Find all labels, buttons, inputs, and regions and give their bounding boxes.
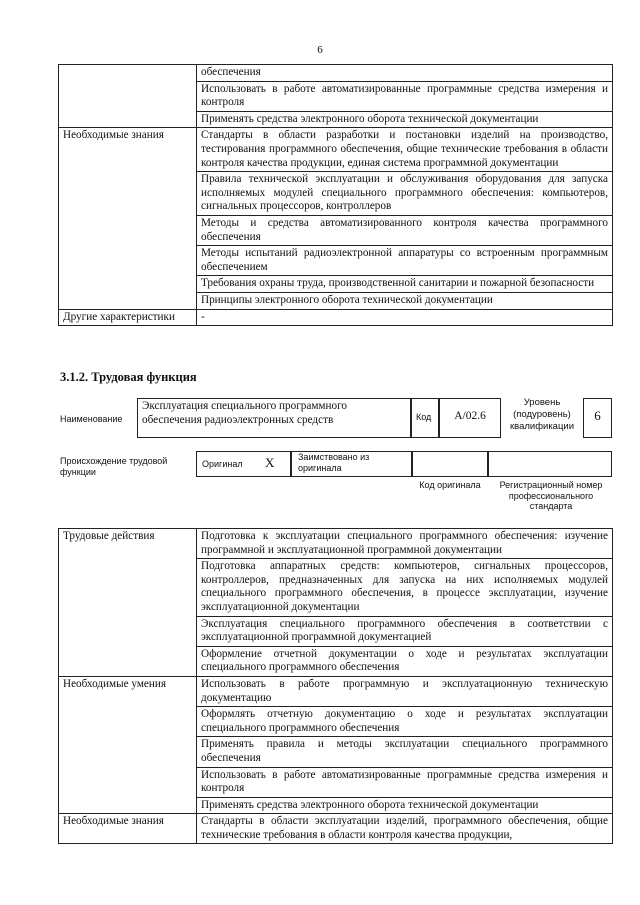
table-cell: Методы испытаний радиоэлектронной аппаратуры со встроенным программным обеспечением <box>197 246 613 276</box>
original-code-label: Код оригинала <box>419 480 481 490</box>
row-label <box>59 65 197 128</box>
table-row <box>59 128 613 172</box>
table-row <box>59 65 613 82</box>
table-row <box>59 529 613 559</box>
table-cell: Эксплуатация специального программного обеспечения в соответствии с эксплуатационной программной документацией <box>197 616 613 646</box>
table-cell: Применять средства электронного оборота технической документации <box>197 111 613 128</box>
table-row <box>59 309 613 326</box>
table-cell: Использовать в работе автоматизированные программные средства измерения и контроля <box>197 767 613 797</box>
row-label: Другие характеристики <box>59 309 197 326</box>
name-label: Наименование <box>60 414 123 424</box>
original-label: Оригинал <box>202 459 243 469</box>
section-heading: 3.1.2. Трудовая функция <box>60 370 197 384</box>
table-cell: Методы и средства автоматизированного контроля качества программного обеспечения <box>197 215 613 245</box>
function-details-table <box>58 528 613 844</box>
borrowed-label: Заимствовано из оригинала <box>298 452 370 473</box>
row-label: Необходимые умения <box>59 676 197 813</box>
original-mark: Х <box>265 455 275 470</box>
table-cell: - <box>197 309 613 326</box>
table-cell: Применять средства электронного оборота технической документации <box>197 797 613 814</box>
row-label: Необходимые знания <box>59 128 197 309</box>
table-cell: Стандарты в области разработки и постановки изделий на производство, тестирования программного обеспечения, общие технические требования в области контроля качества продукции, единая система программной документации <box>197 128 613 172</box>
page-number: 6 <box>317 44 323 56</box>
table-cell: Правила технической эксплуатации и обслуживания оборудования для запуска исполняемых модулей специального программного обеспечения: компьютеров, сигнальных процессоров, контроллеров <box>197 172 613 216</box>
code-value: А/02.6 <box>454 410 486 422</box>
table-cell: Использовать в работе автоматизированные программные средства измерения и контроля <box>197 81 613 111</box>
origin-label: Происхождение трудовой функции <box>60 456 168 477</box>
original-code-box <box>412 451 488 477</box>
function-name: Эксплуатация специального программного обеспечения радиоэлектронных средств <box>142 400 347 426</box>
level-label: Уровень (подуровень) квалификации <box>509 397 575 432</box>
table-cell: обеспечения <box>197 65 613 82</box>
table-cell: Подготовка к эксплуатации специального программного обеспечения: изучение программной и эксплуатационной программной документации <box>197 529 613 559</box>
table-cell: Применять правила и методы эксплуатации специального программного обеспечения <box>197 737 613 767</box>
table-cell: Оформление отчетной документации о ходе и результатах эксплуатации специального программного обеспечения <box>197 646 613 676</box>
table-row <box>59 814 613 844</box>
row-label: Трудовые действия <box>59 529 197 677</box>
table-cell: Использовать в работе программную и эксплуатационную техническую документацию <box>197 676 613 706</box>
table-cell: Подготовка аппаратных средств: компьютеров, сигнальных процессоров, контроллеров, предназначенных для запуска на них исполняемых модулей специального программного обеспечения, в процессе эксплуатации, изучение эксплуатационной документации <box>197 559 613 616</box>
top-requirements-table <box>58 64 613 326</box>
row-label: Необходимые знания <box>59 814 197 844</box>
reg-number-box <box>488 451 612 477</box>
reg-number-label: Регистрационный номер профессионального стандарта <box>499 480 603 511</box>
level-value: 6 <box>594 408 601 423</box>
table-cell: Оформлять отчетную документацию о ходе и результатах эксплуатации специального программного обеспечения <box>197 707 613 737</box>
table-cell: Требования охраны труда, производственной санитарии и пожарной безопасности <box>197 276 613 293</box>
code-label: Код <box>416 412 432 422</box>
table-row <box>59 676 613 706</box>
table-cell: Принципы электронного оборота технической документации <box>197 292 613 309</box>
table-cell: Стандарты в области эксплуатации изделий, программного обеспечения, общие технические требования в области контроля качества продукции, <box>197 814 613 844</box>
